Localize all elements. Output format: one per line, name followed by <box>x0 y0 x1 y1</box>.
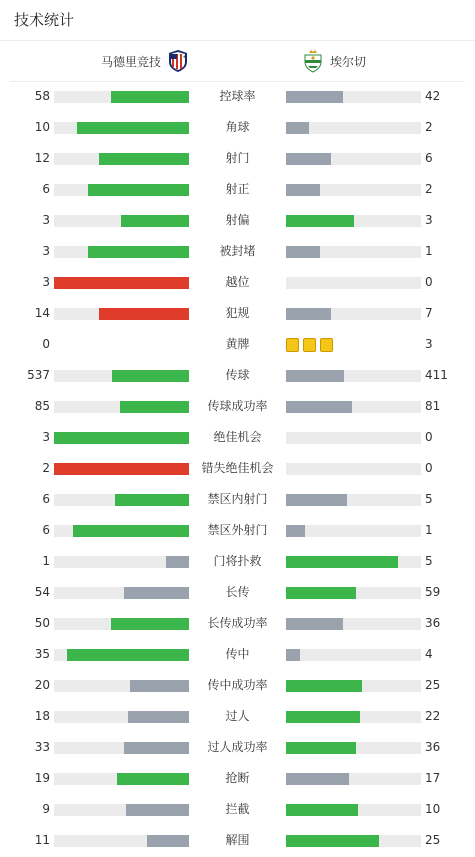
away-stat-value: 0 <box>425 461 433 475</box>
stat-label: 传中成功率 <box>207 678 268 692</box>
away-stat-value: 22 <box>425 709 441 723</box>
stat-row <box>0 360 475 391</box>
home-stat-bar <box>54 432 189 444</box>
home-stat-bar <box>99 153 189 165</box>
stat-label: 黄牌 <box>225 337 250 351</box>
home-stat-value: 19 <box>34 771 50 785</box>
away-stat-value: 3 <box>425 337 433 351</box>
away-stat-value: 6 <box>425 151 433 165</box>
stat-label: 传中 <box>225 647 250 661</box>
home-stat-value: 6 <box>42 492 50 506</box>
home-stat-bar-track <box>54 401 189 413</box>
home-stat-bar-track <box>54 525 189 537</box>
stat-row <box>0 329 475 360</box>
away-stat-value: 0 <box>425 275 433 289</box>
away-team[interactable] <box>302 41 366 81</box>
home-stat-value: 3 <box>42 213 50 227</box>
away-stat-bar <box>286 401 352 413</box>
home-stat-value: 0 <box>42 337 50 351</box>
away-stat-bar <box>286 618 343 630</box>
home-stat-bar <box>126 804 189 816</box>
stat-label: 拦截 <box>225 802 250 816</box>
home-stat-bar-track <box>54 308 189 320</box>
away-stat-bar <box>286 556 398 568</box>
away-stat-bar <box>286 91 343 103</box>
away-stat-bar-track <box>286 587 421 599</box>
home-stat-value: 54 <box>34 585 50 599</box>
home-stat-bar <box>54 277 189 289</box>
home-stat-value: 3 <box>42 244 50 258</box>
away-stat-value: 59 <box>425 585 441 599</box>
home-stat-bar <box>112 370 189 382</box>
stat-label: 射偏 <box>225 213 250 227</box>
stat-row <box>0 205 475 236</box>
stat-row <box>0 267 475 298</box>
away-stat-bar-track <box>286 835 421 847</box>
away-stat-value: 3 <box>425 213 433 227</box>
home-stat-bar-track <box>54 153 189 165</box>
stat-label: 角球 <box>225 120 250 134</box>
away-stat-value: 2 <box>425 182 433 196</box>
away-stat-bar-track <box>286 277 421 289</box>
stat-label: 控球率 <box>219 89 256 103</box>
home-stat-bar <box>120 401 189 413</box>
away-stat-bar-track <box>286 804 421 816</box>
home-stat-bar <box>117 773 189 785</box>
home-stat-bar <box>111 618 189 630</box>
away-stat-bar <box>286 122 309 134</box>
stat-row <box>0 81 475 112</box>
home-stat-bar-track <box>54 277 189 289</box>
home-stat-value: 6 <box>42 182 50 196</box>
stat-row <box>0 391 475 422</box>
home-stat-value: 33 <box>34 740 50 754</box>
away-stat-bar <box>286 804 358 816</box>
home-stat-bar <box>121 215 189 227</box>
stat-label: 长传 <box>225 585 250 599</box>
page-title: 技术统计 <box>14 11 75 29</box>
home-stat-value: 11 <box>34 833 50 847</box>
stat-row <box>0 794 475 825</box>
away-stat-bar-track <box>286 711 421 723</box>
stat-row <box>0 608 475 639</box>
home-stat-value: 2 <box>42 461 50 475</box>
home-stat-bar-track <box>54 587 189 599</box>
stat-label: 过人成功率 <box>207 740 268 754</box>
home-stat-bar <box>147 835 189 847</box>
away-stat-value: 2 <box>425 120 433 134</box>
away-stat-value: 7 <box>425 306 433 320</box>
away-stat-bar <box>286 153 331 165</box>
home-stat-bar-track <box>54 556 189 568</box>
away-stat-value: 1 <box>425 523 433 537</box>
away-stat-bar <box>286 742 356 754</box>
away-stat-bar <box>286 680 362 692</box>
away-stat-value: 81 <box>425 399 441 413</box>
away-stat-value: 36 <box>425 740 441 754</box>
away-stat-bar <box>286 308 331 320</box>
home-stat-bar-track <box>54 494 189 506</box>
home-stat-bar <box>111 91 189 103</box>
home-stat-bar-track <box>54 432 189 444</box>
stat-label: 犯规 <box>225 306 250 320</box>
home-stat-bar-track <box>54 215 189 227</box>
stat-row <box>0 174 475 205</box>
away-stat-bar <box>286 525 305 537</box>
away-stat-bar-track <box>286 215 421 227</box>
away-stat-bar <box>286 370 344 382</box>
away-stat-bar <box>286 711 360 723</box>
stat-label: 传球 <box>225 368 250 382</box>
home-stat-value: 537 <box>27 368 50 382</box>
stat-label: 抢断 <box>225 771 250 785</box>
elche-crest-icon <box>302 49 324 73</box>
home-stat-bar <box>54 463 189 475</box>
stat-row <box>0 453 475 484</box>
stat-row <box>0 732 475 763</box>
home-stat-bar <box>124 742 189 754</box>
away-stat-bar-track <box>286 122 421 134</box>
stat-label: 长传成功率 <box>207 616 268 630</box>
away-stat-bar-track <box>286 494 421 506</box>
stat-row <box>0 515 475 546</box>
home-stat-value: 85 <box>34 399 50 413</box>
home-stat-value: 35 <box>34 647 50 661</box>
stat-label: 传球成功率 <box>207 399 268 413</box>
home-stat-bar-track <box>54 773 189 785</box>
atletico-madrid-crest-icon <box>167 49 189 73</box>
home-stat-bar <box>124 587 189 599</box>
home-stat-value: 18 <box>34 709 50 723</box>
stat-row <box>0 701 475 732</box>
away-stat-bar <box>286 184 320 196</box>
stat-label: 被封堵 <box>219 244 256 258</box>
away-stat-bar-track <box>286 618 421 630</box>
home-stat-bar <box>88 184 189 196</box>
stat-label: 绝佳机会 <box>213 430 262 444</box>
away-stat-value: 4 <box>425 647 433 661</box>
away-stat-bar-track <box>286 91 421 103</box>
home-stat-bar-track <box>54 835 189 847</box>
away-stat-value: 42 <box>425 89 441 103</box>
stat-row <box>0 763 475 794</box>
away-stat-bar-track <box>286 246 421 258</box>
home-stat-bar-track <box>54 91 189 103</box>
away-stat-bar-track <box>286 370 421 382</box>
home-stat-value: 12 <box>34 151 50 165</box>
home-stat-value: 3 <box>42 430 50 444</box>
stat-row <box>0 236 475 267</box>
home-stat-value: 14 <box>34 306 50 320</box>
home-stat-bar-track <box>54 804 189 816</box>
home-team[interactable] <box>101 41 189 81</box>
home-stat-value: 9 <box>42 802 50 816</box>
away-stat-bar-track <box>286 649 421 661</box>
away-stat-value: 17 <box>425 771 441 785</box>
away-stat-value: 411 <box>425 368 448 382</box>
stats-list <box>0 81 475 856</box>
stat-row <box>0 670 475 701</box>
home-stat-value: 1 <box>42 554 50 568</box>
home-stat-bar-track <box>54 246 189 258</box>
away-stat-bar-track <box>286 680 421 692</box>
home-stat-bar <box>166 556 189 568</box>
away-stat-bar-track <box>286 153 421 165</box>
home-stat-bar <box>99 308 189 320</box>
away-stat-bar <box>286 215 354 227</box>
home-stat-value: 3 <box>42 275 50 289</box>
home-stat-bar-track <box>54 122 189 134</box>
stat-label: 射正 <box>225 182 250 196</box>
away-stat-bar-track <box>286 525 421 537</box>
home-team-name: 马德里竞技 <box>101 54 162 69</box>
yellow-card-icon <box>286 338 299 352</box>
stat-label: 过人 <box>225 709 250 723</box>
away-stat-bar <box>286 494 347 506</box>
stat-row <box>0 577 475 608</box>
stat-row <box>0 298 475 329</box>
stat-row <box>0 112 475 143</box>
away-stat-bar <box>286 835 379 847</box>
stat-label: 越位 <box>225 275 250 289</box>
home-stat-value: 6 <box>42 523 50 537</box>
home-stat-bar-track <box>54 649 189 661</box>
home-stat-value: 50 <box>34 616 50 630</box>
home-stat-value: 58 <box>34 89 50 103</box>
away-yellow-cards <box>286 338 333 352</box>
teams-header <box>10 41 465 82</box>
away-stat-value: 1 <box>425 244 433 258</box>
away-stat-bar-track <box>286 556 421 568</box>
stat-row <box>0 484 475 515</box>
page-title-bar <box>0 0 475 41</box>
away-stat-bar-track <box>286 773 421 785</box>
stat-row <box>0 546 475 577</box>
away-stat-value: 5 <box>425 554 433 568</box>
stat-row <box>0 639 475 670</box>
away-stat-bar-track <box>286 463 421 475</box>
away-stat-bar <box>286 587 356 599</box>
away-stat-bar <box>286 649 300 661</box>
away-stat-bar-track <box>286 184 421 196</box>
stat-row <box>0 143 475 174</box>
away-stat-value: 25 <box>425 678 441 692</box>
stat-label: 解围 <box>225 833 250 847</box>
home-stat-bar-track <box>54 711 189 723</box>
away-team-name: 埃尔切 <box>330 54 367 69</box>
stat-label: 错失绝佳机会 <box>201 461 274 475</box>
home-stat-bar-track <box>54 463 189 475</box>
stat-row <box>0 825 475 856</box>
home-stat-bar <box>77 122 189 134</box>
away-stat-value: 0 <box>425 430 433 444</box>
home-stat-value: 20 <box>34 678 50 692</box>
home-stat-bar-track <box>54 370 189 382</box>
away-stat-value: 5 <box>425 492 433 506</box>
away-stat-value: 25 <box>425 833 441 847</box>
away-stat-value: 36 <box>425 616 441 630</box>
home-stat-bar-track <box>54 680 189 692</box>
away-stat-bar-track <box>286 401 421 413</box>
away-stat-bar-track <box>286 308 421 320</box>
home-stat-bar <box>73 525 189 537</box>
home-stat-bar <box>67 649 189 661</box>
stat-row <box>0 422 475 453</box>
away-stat-bar <box>286 246 320 258</box>
stat-label: 射门 <box>225 151 250 165</box>
home-stat-bar <box>115 494 189 506</box>
yellow-card-icon <box>303 338 316 352</box>
home-stat-bar-track <box>54 184 189 196</box>
away-stat-bar-track <box>286 742 421 754</box>
yellow-card-icon <box>320 338 333 352</box>
stat-label: 禁区外射门 <box>207 523 268 537</box>
away-stat-bar-track <box>286 432 421 444</box>
home-stat-bar <box>88 246 189 258</box>
home-stat-bar-track <box>54 618 189 630</box>
away-stat-value: 10 <box>425 802 441 816</box>
home-stat-bar <box>128 711 189 723</box>
away-stat-bar <box>286 773 349 785</box>
home-stat-value: 10 <box>34 120 50 134</box>
stat-label: 门将扑救 <box>213 554 262 568</box>
home-stat-bar <box>130 680 189 692</box>
home-stat-bar-track <box>54 742 189 754</box>
stat-label: 禁区内射门 <box>207 492 268 506</box>
